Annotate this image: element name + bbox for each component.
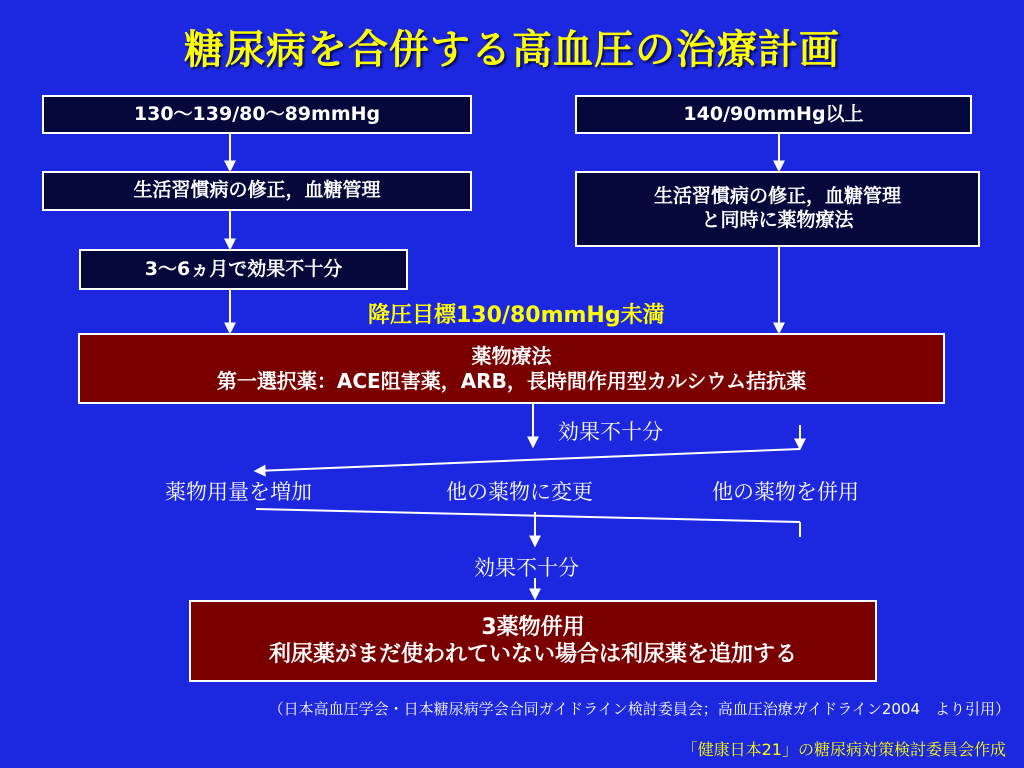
three-six-months-box [79, 249, 408, 290]
bp-range-right-box [575, 95, 972, 134]
bp-range-right-label: 140/90mmHg以上 [683, 102, 864, 125]
bp-range-left-label: 130〜139/80〜89mmHg [133, 102, 381, 125]
page-title: 糖尿病を合併する高血圧の治療計画 [184, 27, 840, 73]
lifestyle-left-label: 生活習慣病の修正，血糖管理 [133, 179, 381, 202]
lifestyle-left-box [42, 171, 472, 211]
insufficient-label-1: 効果不十分 [558, 420, 663, 444]
option-change-drug: 他の薬物に変更 [446, 480, 593, 504]
drug-therapy-first-line: 第一選択薬：ACE阻害薬，ARB，長時間作用型カルシウム拮抗薬 [216, 368, 807, 393]
bp-range-left-box [42, 95, 472, 134]
line-converge-bottom [256, 509, 800, 522]
citation-text: （日本高血圧学会・日本糖尿病学会合同ガイドライン検討委員会；高血圧治療ガイドライン2004 より引用） [268, 700, 1010, 718]
triple-therapy-box [189, 600, 877, 682]
triple-therapy-note: 利尿薬がまだ使われていない場合は利尿薬を追加する [268, 642, 797, 667]
bp-target-label: 降圧目標130/80mmHg未満 [368, 303, 665, 328]
credit-text: 「健康日本21」の糖尿病対策検討委員会作成 [681, 740, 1006, 759]
option-add-drug: 他の薬物を併用 [712, 480, 859, 504]
insufficient-label-2: 効果不十分 [474, 556, 579, 580]
lifestyle-right-line1: 生活習慣病の修正，血糖管理 [653, 185, 901, 208]
drug-therapy-box [78, 333, 945, 404]
lifestyle-right-line2: と同時に薬物療法 [701, 209, 854, 231]
option-increase-dose: 薬物用量を増加 [165, 480, 312, 504]
lifestyle-right-box [575, 171, 980, 247]
triple-therapy-title: 3薬物併用 [481, 614, 585, 640]
arrow-converge-top [256, 449, 800, 471]
three-six-months-label: 3〜6ヵ月で効果不十分 [144, 257, 343, 280]
drug-therapy-title: 薬物療法 [471, 343, 552, 368]
